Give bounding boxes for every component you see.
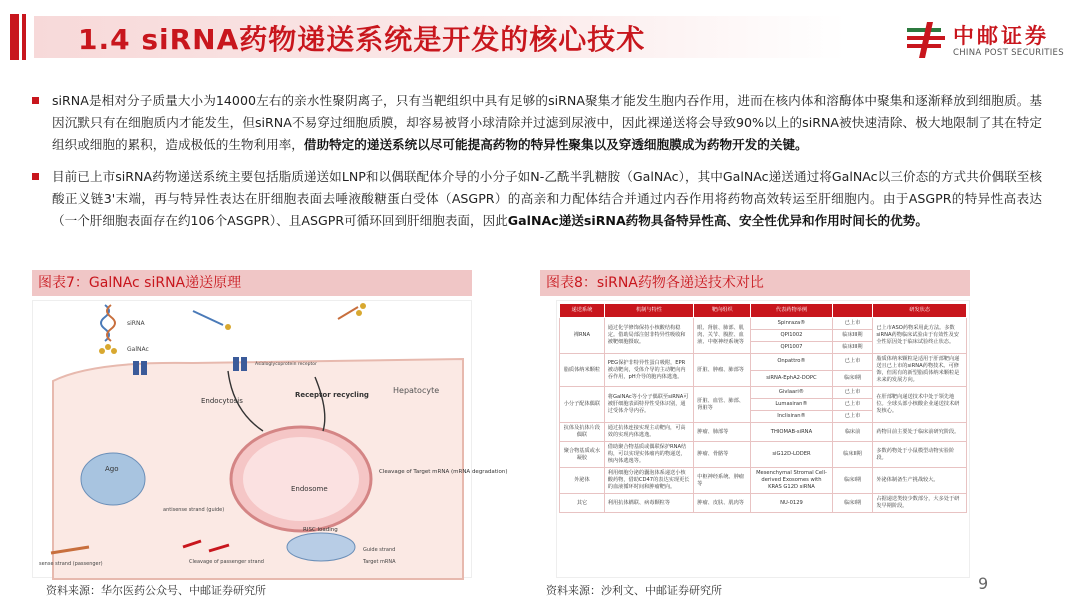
table-cell: 利用抗体耦联、病毒颗粒等	[604, 494, 694, 513]
galnac-mechanism-diagram	[33, 301, 508, 579]
figure7-diagram	[32, 300, 508, 578]
table-cell: 肿瘤、皮肤、肌肉等	[694, 494, 751, 513]
table-row	[560, 442, 967, 468]
title-accent-bar-thin	[22, 14, 26, 60]
table-cell: Onpattro®	[751, 354, 832, 371]
cleavage-target-label: Cleavage of Target mRNA (mRNA degradation)	[379, 469, 508, 475]
page-title: 1.4 siRNA药物递送系统是开发的核心技术	[78, 23, 646, 56]
figure8-table-panel	[556, 300, 970, 578]
table-cell: Spinraza®	[751, 318, 832, 330]
figure8-title: 图表8：siRNA药物各递送技术对比	[540, 270, 970, 296]
table-cell: 利用细胞分泌的囊泡体系递送小核酸药物，借助CD47的表达实现更长的血液循环时间和肿瘤靶向。	[604, 468, 694, 494]
table-cell: 肿瘤、肺部等	[694, 423, 751, 442]
table-row	[560, 318, 967, 330]
ago-complex-icon	[81, 453, 145, 505]
table-cell: Lumasiran®	[751, 399, 832, 411]
table-header-row	[560, 304, 967, 318]
table-cell: NU-0129	[751, 494, 832, 513]
risc-loading-label: RISC loading	[303, 527, 338, 533]
table-cell: 裸RNA	[560, 318, 605, 354]
paragraph-emphasis: GalNAc递送siRNA药物具备特异性高、安全性优异和作用时间长的优势。	[507, 213, 928, 228]
table-cell: 借助聚合物基质或偶联保护RNA结构，可以实现实体瘤内的物递送，核内体逃逸等。	[604, 442, 694, 468]
table-cell: 通过抗体连接实现主动靶向，可高效的实现内体逃逸。	[604, 423, 694, 442]
table-header	[832, 304, 873, 318]
title-accent-bar	[10, 14, 19, 60]
bullet-icon	[32, 97, 39, 104]
table-cell: 其它	[560, 494, 605, 513]
table-cell: 已上市ASO药物采用此方法。多数siRNA药物临床试验由于有效性及安全性原因处于临床试验终止状态。	[873, 318, 967, 354]
table-header: 代表药物举例	[751, 304, 832, 318]
target-mrna-label: Target mRNA	[363, 559, 396, 565]
table-cell: 已上市	[832, 387, 873, 399]
company-logo	[905, 20, 1065, 64]
receptor-label: Asialoglycoprotein receptor	[255, 362, 317, 367]
table-cell: 多数药物处于小鼠模型动物实验阶段。	[873, 442, 967, 468]
table-cell: QPI1007	[751, 342, 832, 354]
paragraph-sirna-intro	[32, 90, 1042, 156]
risc-complex-icon	[287, 533, 355, 561]
table-cell: Mesenchymal Stromal Cell-derived Exosomes with KRAS G12D siRNA	[751, 468, 832, 494]
table-cell: 将GalNAc等小分子偶联至siRNA可被肝细胞表面特异性受体识别，通过受体介导内吞。	[604, 387, 694, 423]
table-cell: 中枢神经系统、肿瘤等	[694, 468, 751, 494]
table-cell: 药物目前主要处于临床前研究阶段。	[873, 423, 967, 442]
table-cell: 聚合物基质或水凝胶	[560, 442, 605, 468]
table-cell: 临床I期	[832, 468, 873, 494]
endocytosis-label: Endocytosis	[201, 397, 243, 405]
ago-label: Ago	[105, 465, 119, 473]
table-cell: 眼、肾脏、肺部、肌肉、关节、腹腔、血液、中枢神经系统等	[694, 318, 751, 354]
floating-sirna-icon	[193, 311, 231, 330]
table-row	[560, 354, 967, 371]
table-cell: 已上市	[832, 354, 873, 371]
table-cell: 肝脏、血管、肺部、肾脏等	[694, 387, 751, 423]
table-cell: 临床前	[832, 423, 873, 442]
table-cell: 已上市	[832, 399, 873, 411]
paragraph-text: siRNA是相对分子质量大小为14000左右的亲水性聚阴离子，只有当靶组织中具有足够的siRNA聚集才能发生胞内吞作用，进而在核内体和溶酶体中聚集和逐渐释放到细胞质。基因沉默只有在细胞质内才能发生，但siRNA不易穿过细胞质膜，却容易被肾小球清除并过滤到尿液中，因此裸递送将会导致90%以上的siRNA被快速清除、极大地限制了其在特定组织或细胞的累积，造成极低的生物利用率，	[52, 93, 1042, 152]
sirna-helix-icon	[99, 305, 117, 354]
table-cell: 临床II期	[832, 442, 873, 468]
table-cell: siRNA-EphA2-DOPC	[751, 370, 832, 387]
page-number: 9	[978, 574, 989, 593]
paragraph-emphasis: 借助特定的递送系统以尽可能提高药物的特异性聚集以及穿透细胞膜成为药物开发的关键。	[303, 137, 808, 152]
table-cell: 外泌体制备生产挑战较大。	[873, 468, 967, 494]
table-cell: 已上市	[832, 411, 873, 423]
logo-text-en: CHINA POST SECURITIES	[953, 48, 1064, 58]
table-header: 靶向组织	[694, 304, 751, 318]
figure8-source: 资料来源：沙利文、中邮证券研究所	[546, 584, 722, 597]
table-cell: 通过化学修饰保持小核酸结构稳定。借助局部注射非特异性吸收和被靶细胞摄取。	[604, 318, 694, 354]
table-cell: 临床III期	[832, 330, 873, 342]
paragraph-text: 目前已上市siRNA药物递送系统主要包括脂质递送如LNP和以偶联配体介导的小分子如N-乙酰半乳糖胺（GalNAc），其中GalNAc递送通过将GalNAc以三价态的方式共价偶联至核酸正义链3'末端，再与特异性表达在肝细胞表面去唾液酸糖蛋白受体（ASGPR）的高亲和力配体结合并通过内吞作用将药物高效转运至肝细胞内。由于ASGPR的特异性高表达（一个肝细胞表面存在约106个ASGPR）、且ASGPR可循环回到肝细胞表面，因此	[52, 169, 1042, 228]
table-row	[560, 423, 967, 442]
table-cell: QPI1002	[751, 330, 832, 342]
comparison-table	[559, 303, 967, 513]
galnac-label: GalNAc	[127, 346, 149, 353]
endosome-inner	[243, 437, 359, 521]
bullet-icon	[32, 173, 39, 180]
table-cell: 占据递送类较少数部分，大多处于研发早期阶段。	[873, 494, 967, 513]
logo-text-cn: 中邮证券	[953, 24, 1049, 48]
table-header: 递送系统	[560, 304, 605, 318]
paragraph-delivery-systems	[32, 166, 1042, 232]
guide-strand-label: Guide strand	[363, 547, 396, 553]
recycling-label: Receptor recycling	[295, 391, 369, 399]
figure7-title: 图表7：GalNAc siRNA递送原理	[32, 270, 472, 296]
table-cell: PEG保护非特异性蛋白吸附，EPR被动靶向，受体介导的主动靶向内吞作用，pH介导的胞内体逃逸。	[604, 354, 694, 387]
antisense-label: antisense strand (guide)	[163, 507, 225, 513]
sirna-label: siRNA	[127, 320, 145, 327]
table-cell: 抗体及抗体片段偶联	[560, 423, 605, 442]
hepatocyte-label: Hepatocyte	[393, 386, 440, 395]
table-cell: 肝脏、肿瘤、肺部等	[694, 354, 751, 387]
table-cell: Inclisiran®	[751, 411, 832, 423]
table-cell: 肿瘤、骨骼等	[694, 442, 751, 468]
cleavage-passenger-label: Cleavage of passenger strand	[189, 559, 264, 565]
table-row	[560, 468, 967, 494]
table-cell: 已上市	[832, 318, 873, 330]
table-cell: 临床III期	[832, 342, 873, 354]
table-cell: 小分子配体偶联	[560, 387, 605, 423]
china-post-logo-icon	[905, 20, 949, 60]
table-cell: Givlaari®	[751, 387, 832, 399]
table-cell: 脂质体纳米颗粒	[560, 354, 605, 387]
table-cell: 临床I期	[832, 494, 873, 513]
table-cell: 临床I期	[832, 370, 873, 387]
table-cell: siG12D-LODER	[751, 442, 832, 468]
figure7-source: 资料来源：华尔医药公众号、中邮证券研究所	[46, 584, 266, 597]
table-cell: 脂质体纳米颗粒是适用于肝部靶向递送且已上市的siRNA药物技术。可修饰，但需有的新型脂质体纳米颗粒是未来的发展方向。	[873, 354, 967, 387]
table-header: 研发状态	[873, 304, 967, 318]
table-cell: 在肝部靶向递送技术中处于领先地位。全球头部小核酸企业递送技术研发核心。	[873, 387, 967, 423]
endosome-label: Endosome	[291, 485, 328, 493]
table-cell: THIOMAB-siRNA	[751, 423, 832, 442]
table-row	[560, 387, 967, 399]
table-header: 机制与特性	[604, 304, 694, 318]
sense-strand-label: sense strand (passenger)	[39, 561, 103, 567]
floating-sirna-icon	[338, 303, 366, 319]
table-row	[560, 494, 967, 513]
table-cell: 外泌体	[560, 468, 605, 494]
